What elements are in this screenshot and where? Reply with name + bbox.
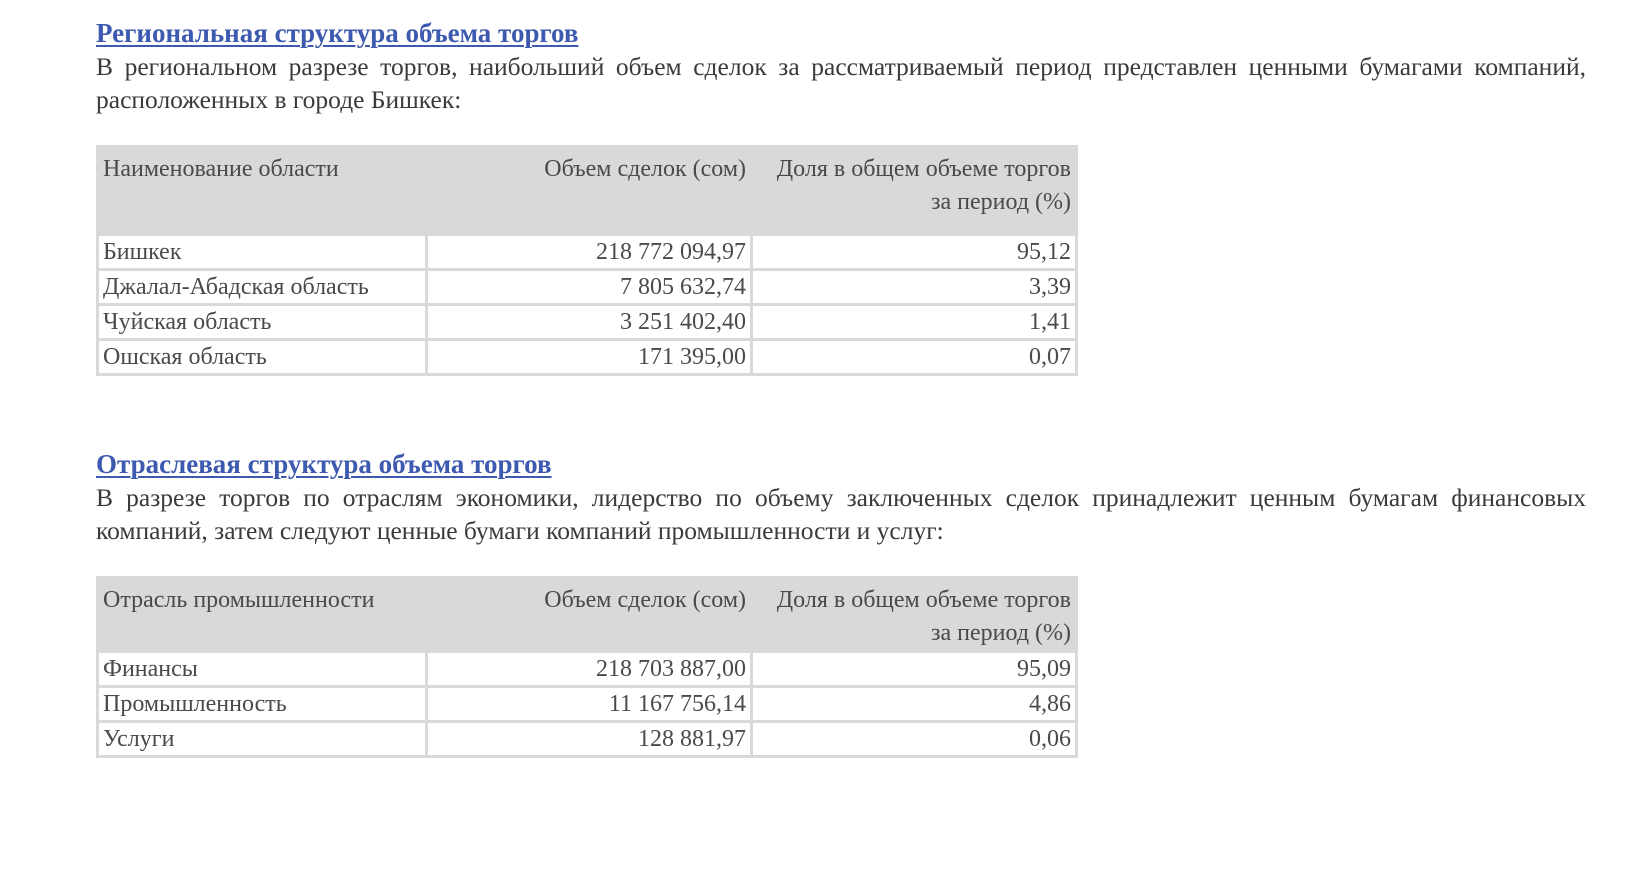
table-row [99,236,1075,268]
cell-region: Чуйская область [99,306,425,338]
sectoral-paragraph: В разрезе торгов по отраслям экономики, лидерство по объему заключенных сделок принадлежит ценным бумагам финансовых компаний, затем следуют ценные бумаги компаний промышленности и услуг: [96,483,1586,545]
cell-region: Бишкек [99,236,425,268]
cell-volume: 128 881,97 [428,723,750,755]
cell-region: Ошская область [99,341,425,373]
table-row [99,341,1075,373]
table-row [99,306,1075,338]
cell-share: 0,06 [753,723,1075,755]
cell-volume: 218 772 094,97 [428,236,750,268]
regional-paragraph: В региональном разрезе торгов, наибольший объем сделок за рассматриваемый период представлен ценными бумагами компаний, расположенных в городе Бишкек: [96,52,1586,114]
column-header-volume: Объем сделок (сом) [428,579,750,650]
table-row [99,723,1075,755]
column-header-share: Доля в общем объеме торгов за период (%) [753,148,1075,233]
sectoral-section [96,447,1586,547]
regional-heading: Региональная структура объема торгов [96,18,579,48]
regional-section [96,16,1586,116]
table-row [99,653,1075,685]
column-header-region: Наименование области [99,148,425,233]
cell-volume: 11 167 756,14 [428,688,750,720]
table-header-row [99,148,1075,233]
sectoral-heading: Отраслевая структура объема торгов [96,449,552,479]
sectoral-table [96,576,1078,758]
cell-volume: 171 395,00 [428,341,750,373]
cell-industry: Промышленность [99,688,425,720]
table-row [99,271,1075,303]
cell-share: 0,07 [753,341,1075,373]
cell-volume: 7 805 632,74 [428,271,750,303]
column-header-industry: Отрасль промышленности [99,579,425,650]
table-header-row [99,579,1075,650]
cell-region: Джалал-Абадская область [99,271,425,303]
cell-share: 95,09 [753,653,1075,685]
cell-industry: Финансы [99,653,425,685]
cell-share: 1,41 [753,306,1075,338]
column-header-share: Доля в общем объеме торгов за период (%) [753,579,1075,650]
cell-industry: Услуги [99,723,425,755]
cell-share: 4,86 [753,688,1075,720]
cell-volume: 3 251 402,40 [428,306,750,338]
regional-table [96,145,1078,376]
column-header-volume: Объем сделок (сом) [428,148,750,233]
cell-volume: 218 703 887,00 [428,653,750,685]
cell-share: 3,39 [753,271,1075,303]
cell-share: 95,12 [753,236,1075,268]
table-row [99,688,1075,720]
